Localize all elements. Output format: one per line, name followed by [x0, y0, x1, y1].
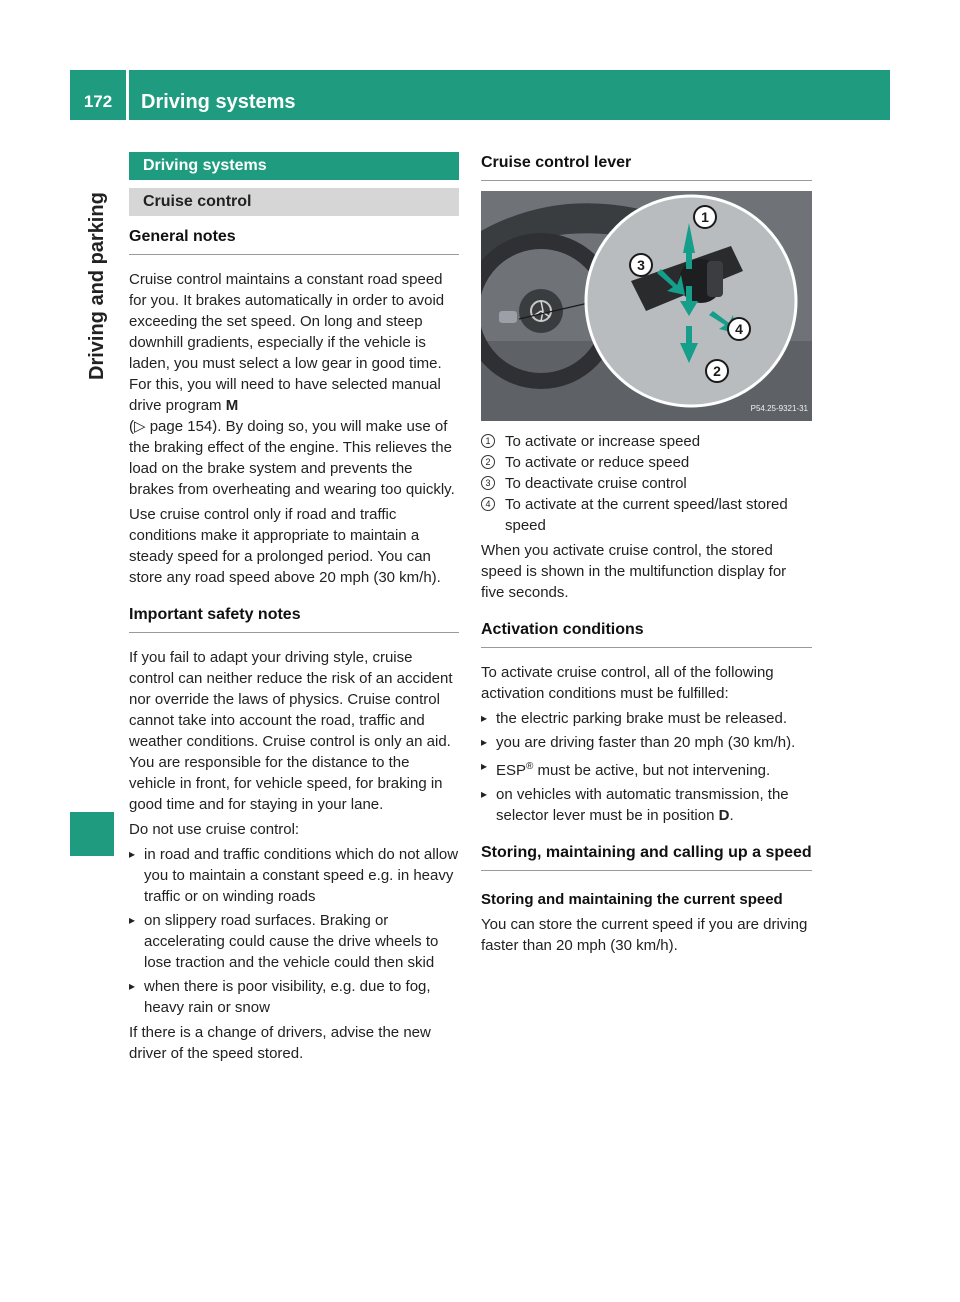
registered-mark: ® [526, 761, 534, 772]
list-item: ▸ on slippery road surfaces. Braking or accelerating could cause the drive wheels to lose traction and the vehicle could then skid [129, 910, 459, 973]
safety-paragraph-2: Do not use cruise control: [129, 821, 300, 838]
header-title: Driving systems [141, 91, 296, 113]
callout-text: To activate at the current speed/last stored speed [505, 496, 788, 534]
callout-number: 1 [481, 434, 495, 448]
callout-number: 3 [481, 476, 495, 490]
list-item [481, 756, 812, 781]
safety-paragraph-3: If there is a change of drivers, advise the new driver of the speed stored. [129, 1024, 431, 1062]
sentence-end: . [729, 807, 734, 824]
callout-label-3: 3 [637, 257, 645, 273]
activation-heading: Activation conditions [481, 619, 812, 648]
esp-label: ESP [496, 762, 527, 779]
callout-list [481, 431, 812, 536]
list-item: ▸ you are driving faster than 20 mph (30 km/h). [481, 732, 812, 753]
list-item [481, 473, 812, 494]
activation-paragraph: To activate cruise control, all of the following activation conditions must be fulfilled: [481, 664, 774, 702]
side-tab-label: Driving and parking [86, 192, 108, 380]
cruise-control-lever-figure [481, 191, 812, 421]
storing-paragraph: You can store the current speed if you are driving faster than 20 mph (30 km/h). [481, 916, 808, 954]
callout-text: To activate or reduce speed [505, 454, 690, 471]
figure-id: P54.25-9321-31 [750, 404, 808, 413]
lever-heading: Cruise control lever [481, 152, 812, 181]
callout-number: 2 [481, 455, 495, 469]
general-notes-paragraph-1 [129, 259, 459, 500]
list-item [481, 784, 812, 826]
list-item: ▸ when there is poor visibility, e.g. due to fog, heavy rain or snow [129, 976, 459, 1018]
section-banner: Driving systems [129, 152, 459, 180]
side-tab-block [70, 812, 114, 856]
esp-condition: must be active, but not intervening. [533, 762, 771, 779]
left-column [129, 152, 459, 1064]
general-notes-heading: General notes [129, 226, 459, 255]
storing-subheading: Storing and maintaining the current speed [481, 891, 783, 908]
callout-text: To deactivate cruise control [505, 475, 687, 492]
page-number: 172 [83, 92, 113, 111]
list-item [481, 431, 812, 452]
list-item [481, 452, 812, 473]
steering-wheel-illustration [481, 191, 812, 421]
right-column [481, 152, 812, 956]
drive-program-m: M [225, 397, 239, 414]
header-separator [126, 70, 129, 120]
callout-label-4: 4 [735, 321, 743, 337]
general-notes-paragraph-2: Use cruise control only if road and traffic conditions make it appropriate to maintain a steady speed for a prolonged period. You can store any road speed above 20 mph (30 km/h). [129, 506, 441, 586]
safety-notes-heading: Important safety notes [129, 604, 459, 633]
callout-label-2: 2 [713, 363, 721, 379]
callout-text: To activate or increase speed [505, 433, 701, 450]
safety-bullet-list [129, 844, 459, 1018]
selector-position-d: D [718, 807, 730, 824]
subsection-banner: Cruise control [129, 188, 459, 216]
safety-paragraph-1: If you fail to adapt your driving style, cruise control can neither reduce the risk of an accident nor override the laws of physics. Cruise control cannot take into account the road, traffic and weather conditions. Cruise control is only an aid. You are responsible for the distance to the vehicle in front, for vehicle speed, for braking in good time and for staying in your lane. [129, 649, 453, 813]
callout-number: 4 [481, 497, 495, 511]
list-item: ▸ the electric parking brake must be released. [481, 708, 812, 729]
callout-label-1: 1 [701, 209, 709, 225]
list-item: ▸ in road and traffic conditions which do not allow you to maintain a constant speed e.g. in heavy traffic or on winding roads [129, 844, 459, 907]
activation-bullet-list [481, 708, 812, 826]
lever-paragraph: When you activate cruise control, the stored speed is shown in the multifunction display for five seconds. [481, 542, 787, 601]
page-reference: (▷ page 154). By doing so, you will make use of the braking effect of the engine. This relieves the load on the brake system and prevents the brakes from overheating and wearing too quickly. [129, 418, 455, 498]
storing-heading: Storing, maintaining and calling up a speed [481, 842, 812, 871]
list-item [481, 494, 812, 536]
transmission-condition: on vehicles with automatic transmission, the selector lever must be in position [496, 786, 789, 824]
general-notes-text: Cruise control maintains a constant road speed for you. It brakes automatically in order to avoid exceeding the set speed. On long and steep downhill gradients, especially if the vehicle is laden, you must select a low gear in good time. For this, you will need to have selected manual drive program [129, 271, 445, 414]
